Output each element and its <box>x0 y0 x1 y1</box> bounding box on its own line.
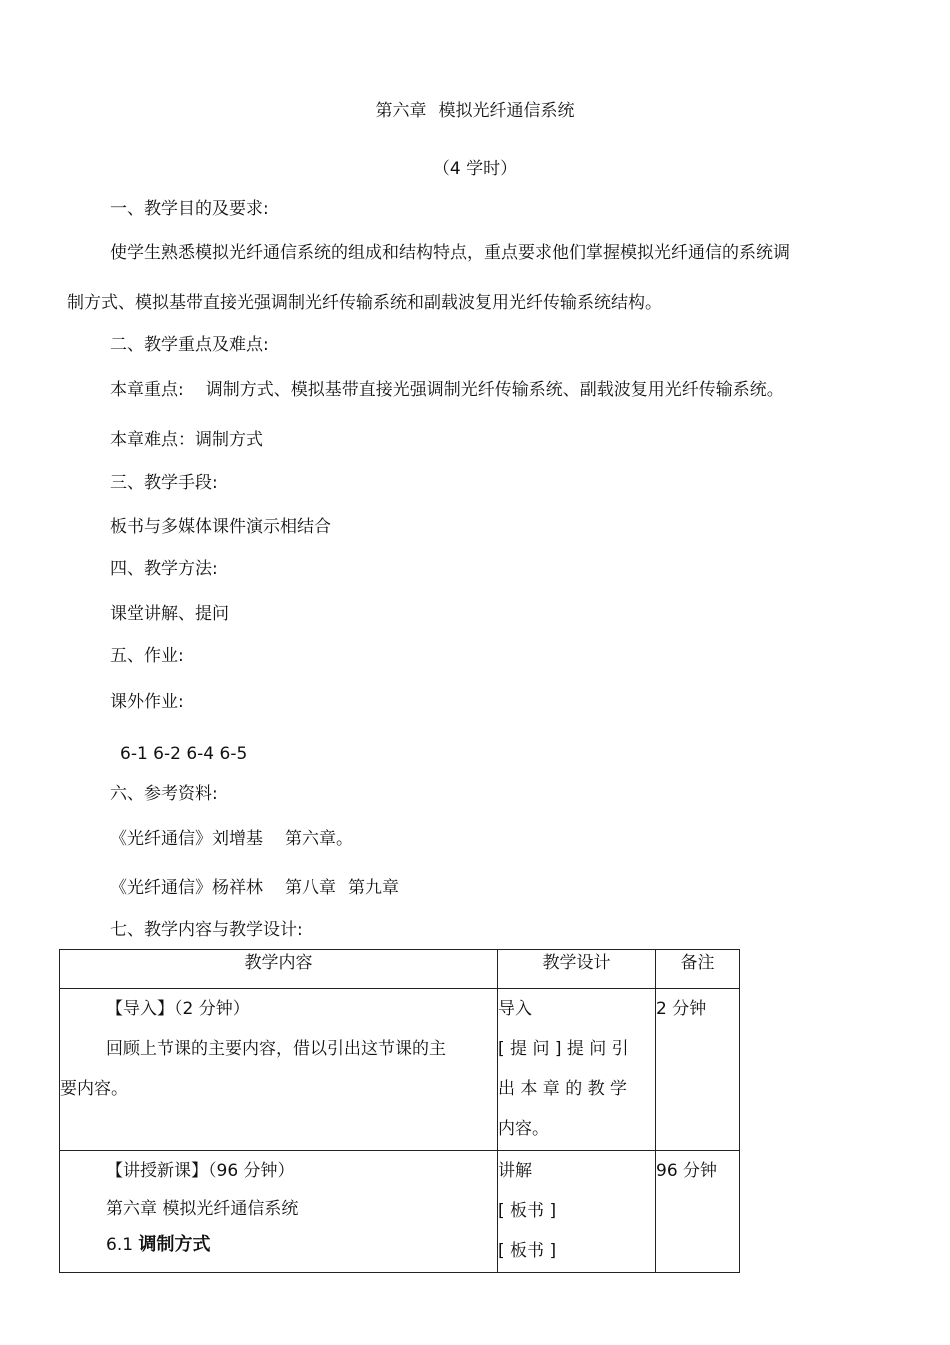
row2-section-number: 6.1 <box>106 1235 134 1255</box>
section-5-heading: 五、作业: <box>110 646 184 666</box>
row2-content-title: 【讲授新课】（96 分钟） <box>106 1161 295 1181</box>
section-1-text-line2: 制方式、模拟基带直接光强调制光纤传输系统和副载波复用光纤传输系统结构。 <box>67 293 662 313</box>
row2-note: 96 分钟 <box>656 1161 718 1181</box>
section-4-heading: 四、教学方法: <box>110 559 218 579</box>
chapter-number: 第六章 <box>375 101 427 121</box>
row1-design-cell <box>498 989 656 1151</box>
row2-content-cell <box>60 1151 498 1273</box>
row1-design-line2: [ 提 问 ] 提 问 引 <box>498 1039 629 1059</box>
key-points-label: 本章重点: <box>110 380 184 400</box>
section-4-text: 课堂讲解、提问 <box>110 604 229 624</box>
chapter-name: 模拟光纤通信系统 <box>438 101 575 121</box>
row2-content-subheading <box>60 1227 497 1263</box>
section-1-text-line1: 使学生熟悉模拟光纤通信系统的组成和结构特点，重点要求他们掌握模拟光纤通信的系统调 <box>110 243 790 263</box>
row1-design-line4: 内容。 <box>498 1119 549 1139</box>
chapter-hours: （4 学时） <box>432 159 518 179</box>
row1-note: 2 分钟 <box>656 999 707 1019</box>
teaching-plan-table <box>59 949 740 1273</box>
section-7-heading: 七、教学内容与教学设计: <box>110 920 303 940</box>
reference-1-chapter: 第六章。 <box>285 829 353 849</box>
row2-design-line3: [ 板书 ] <box>498 1241 557 1261</box>
section-3-text: 板书与多媒体课件演示相结合 <box>110 517 331 537</box>
key-points-text: 调制方式、模拟基带直接光强调制光纤传输系统、副载波复用光纤传输系统。 <box>205 380 784 400</box>
section-6-heading: 六、参考资料: <box>110 784 218 804</box>
row1-content-line2: 要内容。 <box>60 1079 128 1099</box>
row2-design-line1: 讲解 <box>498 1161 532 1181</box>
header-design: 教学设计 <box>498 950 656 989</box>
section-2-difficult-points: 本章难点：调制方式 <box>110 430 263 450</box>
reference-2-chapter-b: 第九章 <box>348 878 399 898</box>
homework-items: 6-1 6-2 6-4 6-5 <box>120 744 248 764</box>
section-2-heading: 二、教学重点及难点: <box>110 335 269 355</box>
reference-1-book: 《光纤通信》刘增基 <box>110 829 263 849</box>
reference-1 <box>110 828 353 850</box>
row2-design-cell <box>498 1151 656 1273</box>
homework-label: 课外作业: <box>110 692 184 712</box>
section-1-heading: 一、教学目的及要求: <box>110 199 269 219</box>
reference-2 <box>110 877 399 899</box>
row2-note-cell <box>656 1151 740 1273</box>
table-header-row <box>60 950 740 989</box>
section-3-heading: 三、教学手段: <box>110 473 218 493</box>
section-2-key-points <box>110 379 784 401</box>
reference-2-book: 《光纤通信》杨祥林 <box>110 878 263 898</box>
row1-note-cell <box>656 989 740 1151</box>
header-content: 教学内容 <box>60 950 498 989</box>
row2-content-line1: 第六章 模拟光纤通信系统 <box>106 1199 299 1219</box>
row1-design-line3: 出 本 章 的 教 学 <box>498 1079 628 1099</box>
row1-content-line1: 回顾上节课的主要内容，借以引出这节课的主 <box>106 1039 446 1059</box>
row1-content-title: 【导入】（2 分钟） <box>106 999 250 1019</box>
row1-design-line1: 导入 <box>498 999 532 1019</box>
header-notes: 备注 <box>656 950 740 989</box>
table-row <box>60 989 740 1151</box>
table-row <box>60 1151 740 1273</box>
row2-design-line2: [ 板书 ] <box>498 1201 557 1221</box>
chapter-title <box>0 100 950 122</box>
reference-2-chapter-a: 第八章 <box>285 878 336 898</box>
row2-section-title: 调制方式 <box>138 1234 211 1255</box>
row1-content-cell <box>60 989 498 1151</box>
